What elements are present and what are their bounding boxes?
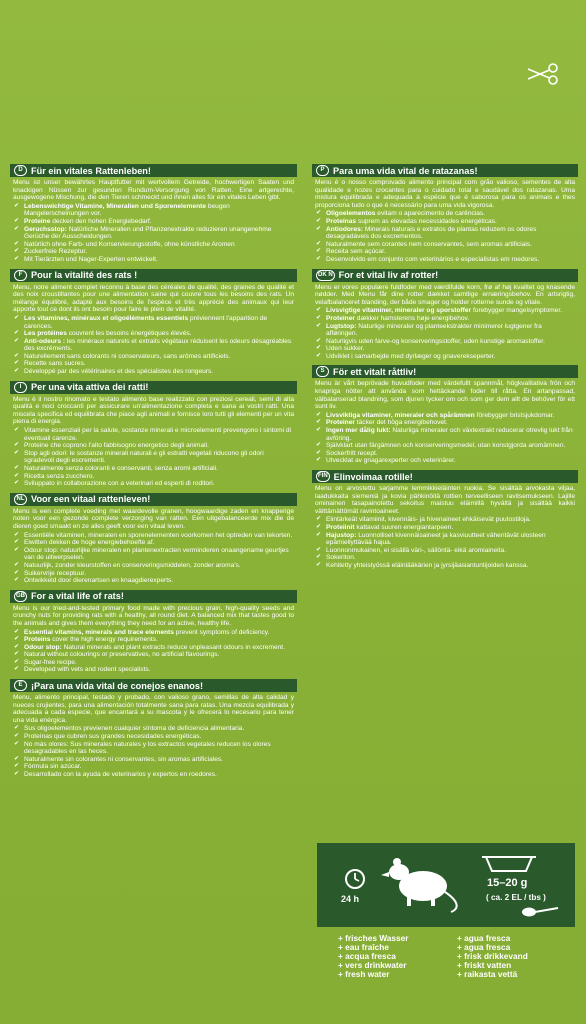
benefit-item bbox=[326, 241, 575, 249]
benefit-item bbox=[24, 733, 294, 741]
section-title-text: Elinvoimaa rotille! bbox=[333, 471, 413, 482]
right-column bbox=[312, 164, 578, 575]
daily-amount: 15–20 g bbox=[487, 877, 528, 889]
benefit-item bbox=[24, 315, 294, 330]
benefit-item-bold: Proteiner bbox=[326, 419, 355, 427]
benefit-item-text: Sugar-free recipe. bbox=[24, 658, 77, 666]
benefit-item-text: Développé par des vétérinaires et des spécialistes des rongeurs. bbox=[24, 368, 214, 376]
benefit-item bbox=[326, 457, 575, 465]
benefit-item-text: Suikervrije receptuur. bbox=[24, 569, 86, 577]
benefit-item-text: Developed with vets and rodent specialists. bbox=[24, 666, 151, 674]
benefit-item bbox=[24, 465, 294, 473]
benefit-item bbox=[24, 570, 294, 578]
benefit-item-text: Receita sem açúcar. bbox=[326, 248, 386, 256]
benefit-item-text: Elintärkeät vitamiinit, kivennäis- ja hivenaineet ehkäisevät puutostiloja. bbox=[326, 516, 531, 524]
benefit-item bbox=[24, 629, 294, 637]
section-title bbox=[312, 164, 578, 177]
benefit-item bbox=[24, 226, 294, 241]
benefit-item bbox=[326, 218, 575, 226]
benefit-item bbox=[24, 338, 294, 353]
benefit-item bbox=[326, 442, 575, 450]
benefit-item bbox=[24, 427, 294, 442]
section-intro: Menu è il nostro rinomato e testato alimento base realizzato con preziosi cereali, semi di alta qualità e noci croccanti per assicurare un'alimentazione completa e sana ai vostri ratti. Una miscela specifica ed equilibrata che piace agli animali e fornisce loro tutti gli elementi per un vita piena di energia. bbox=[13, 395, 294, 426]
clock-icon bbox=[344, 868, 366, 890]
scissors-icon bbox=[522, 62, 562, 86]
benefit-item-text: Natuurlijk, zonder kleurstoffen en conserveringsmiddelen, zonder aroma's. bbox=[24, 561, 241, 569]
benefit-item bbox=[326, 315, 575, 323]
benefit-item-text: prevent symptoms of deficiency. bbox=[173, 628, 270, 636]
benefit-item-text: Luonnonmukainen, ei sisällä väri-, säilöntä- eikä aromiaineita. bbox=[326, 546, 506, 554]
benefit-list bbox=[312, 210, 578, 265]
benefit-item-text: dækker hamsterens høje energibehov. bbox=[354, 314, 470, 322]
benefit-item bbox=[24, 636, 294, 644]
section-nl bbox=[10, 493, 297, 587]
section-title-text: Für ein vitales Rattenleben! bbox=[31, 165, 151, 176]
benefit-item bbox=[24, 763, 294, 771]
benefit-item bbox=[326, 524, 575, 532]
benefit-list bbox=[10, 532, 297, 587]
section-title bbox=[10, 164, 297, 177]
benefit-item bbox=[326, 547, 575, 555]
benefit-item bbox=[326, 307, 575, 315]
benefit-item-text: Ricetta senza zucchero. bbox=[24, 472, 95, 480]
benefit-item-text: Proteine che coprono l'alto fabbisogno energetico degli animali. bbox=[24, 442, 209, 450]
benefit-item bbox=[326, 226, 575, 241]
benefit-list bbox=[312, 412, 578, 467]
benefit-item-bold: Lugtstop: bbox=[326, 322, 357, 330]
section-title bbox=[312, 269, 578, 282]
fresh-water-line: + raikasta vettä bbox=[457, 969, 518, 979]
benefit-item bbox=[326, 412, 575, 420]
benefit-item-bold: Proteins bbox=[24, 636, 51, 644]
section-s bbox=[312, 365, 578, 467]
benefit-item-text: förebygger bristsjukdomar. bbox=[474, 411, 555, 419]
benefit-item bbox=[326, 516, 575, 524]
fresh-water-line: + friskt vatten bbox=[457, 960, 512, 970]
section-gb bbox=[10, 590, 297, 676]
benefit-item bbox=[24, 203, 294, 218]
section-title-text: Pour la vitalité des rats ! bbox=[31, 270, 138, 281]
benefit-item bbox=[24, 248, 294, 256]
benefit-item bbox=[24, 368, 294, 376]
section-dk-n bbox=[312, 269, 578, 363]
benefit-list bbox=[10, 203, 297, 266]
benefit-item-text: Natürliche Mineralien und Pflanzenextrakte reduzieren unangenehme Gerüche der Ausscheidungen. bbox=[24, 225, 272, 241]
benefit-list bbox=[10, 725, 297, 780]
section-fin bbox=[312, 470, 578, 572]
benefit-item bbox=[326, 248, 575, 256]
benefit-item-bold: Ingen mer dålig lukt: bbox=[326, 427, 391, 435]
benefit-item-text: Minerais naturais e extratos de plantas reduzem os odores desagradáveis dos excrementos. bbox=[326, 225, 537, 241]
benefit-item bbox=[326, 450, 575, 458]
benefit-item-text: Desenvolvido em conjunto com veterinários e especialistas em roedores. bbox=[326, 255, 540, 263]
section-title bbox=[10, 679, 297, 692]
benefit-item-bold: Proteiinit bbox=[326, 523, 355, 531]
section-intro: Menu on arvostettu sarjamme lemmikkieläinten ruokia. Se sisältää arvokasta viljaa, laadukkaita siemeniä ja kovia pähkinöitä rottien terveelliseen ravitsemukseen. Lajille ominainen tasapainotettu sekoitus maistuu eläimillä hyvältä ja sisältää kaikki välttämättömät ravintoaineet. bbox=[315, 485, 575, 515]
benefit-item-text: Naturliga mineraler och växtextrakt reducerar otrevlig lukt från avföring. bbox=[326, 427, 573, 442]
benefit-item bbox=[24, 539, 294, 547]
benefit-item-text: Desarrollado con la ayuda de veterinarios y expertos en roedores. bbox=[24, 771, 217, 778]
benefit-item-text: Essentiële vitaminen, mineralen en sporenelementen voorkomen het optreden van tekorten. bbox=[24, 531, 293, 539]
benefit-item bbox=[326, 353, 575, 361]
benefit-item bbox=[326, 210, 575, 218]
section-title bbox=[312, 470, 578, 483]
benefit-item-bold: Antiodores: bbox=[326, 225, 363, 233]
benefit-item bbox=[24, 360, 294, 368]
benefit-item-bold: Hajustop: bbox=[326, 531, 357, 539]
fresh-water-line: + eau fraîche bbox=[338, 942, 389, 952]
benefit-list bbox=[312, 307, 578, 362]
benefit-item-bold: Lebenswichtige Vitamine, Mineralien und Spurenelemente bbox=[24, 202, 206, 210]
section-intro: Menu é o nosso comprovado alimento principal com grão valioso, sementes de alta qualidade e nozes crocantes para o cuidado total e saudável dos ratazanas. Uma mistura equilibrada e adequada à espécie que é saborosa para os animais e lhes proporciona tudo o que é necessário para uma vida vigorosa. bbox=[315, 179, 575, 209]
benefit-item bbox=[24, 256, 294, 264]
benefit-item-text: Sviluppato in collaborazione con a veterinari ed esperti di roditori. bbox=[24, 480, 215, 488]
benefit-item-text: Stop agli odori: le sostanze minerali naturali e gli estratti vegetali riducono gli odori sgradevoli degli escrementi. bbox=[24, 449, 264, 465]
benefit-item-text: Sus oligoelementos previenen cualquier síntoma de deficiencia alimentaria. bbox=[24, 725, 245, 733]
spoon-icon bbox=[520, 905, 560, 919]
benefit-item-text: Kehitetty yhteistyössä eläinlääkärien ja jyrsijäasiantuntijoiden kanssa. bbox=[326, 561, 529, 569]
section-intro: Menu, notre aliment complet reconnu à base des céréales de qualité, des graines de qualité et des noix croustillantes pour une alimentation saine qui couvre tous les besoins des rats. Un mélange équilibré, adapté aux besoins de l'espèce et très apprécié des animaux qui leur apporte tout ce dont ils ont besoin pour faire le plein de vitalité. bbox=[13, 283, 294, 314]
benefit-item-bold: Essential vitamins, minerals and trace elements bbox=[24, 628, 174, 636]
benefit-item bbox=[326, 256, 575, 264]
fresh-water-line: + vers drinkwater bbox=[338, 960, 407, 970]
spoon-amount: ( ca. 2 EL / tbs ) bbox=[486, 893, 546, 902]
benefit-item bbox=[326, 562, 575, 570]
bowl-icon bbox=[478, 853, 540, 875]
benefit-item bbox=[24, 651, 294, 659]
benefit-item-text: Sokeriton. bbox=[326, 554, 356, 562]
section-intro: Menu is een complete voeding met waardevolle granen, hoogwaardige zaden en knapperige noten voor een gezonde complete verzorging van ratten. Een uitgebalanceerde mix die de dieren goed smaakt en ze alles geeft voor een vitaal leven. bbox=[13, 507, 294, 530]
feeding-interval: 24 h bbox=[341, 894, 360, 904]
benefit-item bbox=[24, 330, 294, 338]
benefit-item bbox=[24, 547, 294, 562]
benefit-item-text: Naturalmente senza coloranti e conservanti, senza aromi artificiali. bbox=[24, 465, 218, 472]
section-title bbox=[312, 365, 578, 378]
section-title-text: For a vital life of rats! bbox=[31, 591, 124, 602]
country-code-badge: D bbox=[14, 165, 27, 176]
benefit-item-bold: Proteine bbox=[24, 217, 51, 225]
benefit-item bbox=[326, 554, 575, 562]
benefit-item-text: Proteínas que cubren sus grandes necesidades energéticas. bbox=[24, 733, 202, 741]
section-title-text: ¡Para una vida vital de conejos enanos! bbox=[31, 680, 204, 691]
benefit-item-text: Fórmula sin azúcar. bbox=[24, 763, 82, 771]
benefit-item-text: cover the high energy requirements. bbox=[50, 636, 158, 644]
benefit-item bbox=[24, 644, 294, 652]
benefit-item-bold: Livsvigtige vitaminer, mineraler og sporstoffer bbox=[326, 307, 472, 315]
benefit-item bbox=[24, 473, 294, 481]
water-list-right bbox=[457, 934, 528, 979]
section-title-text: Per una vita attiva dei ratti! bbox=[31, 382, 149, 393]
benefit-item-bold: Odour stop: bbox=[24, 643, 62, 651]
country-code-badge: NL bbox=[14, 494, 27, 505]
benefit-item bbox=[24, 725, 294, 733]
water-list-left bbox=[338, 934, 409, 979]
benefit-item-text: kattavat suuren energiantarpeen. bbox=[354, 523, 454, 531]
section-intro: Menu, alimento principal, testado y probado, con valioso grano, semillas de alta calidad y nueces crujientes, para una alimentación totalmente sana para ratas. Una mezcla equilibrada y adecuada a cada especie, que encantará a su mascota y le ofrecerá lo necesario para tener una vida enérgica. bbox=[13, 694, 294, 724]
section-title-text: For et vital liv af rotter! bbox=[338, 270, 439, 281]
section-intro: Menu er vores populære fuldfoder med værdifulde korn, frø af høj kvalitet og knasende nødder. Med Menu får dine rotter dækket samtlige ernæringsbehov. En artsrigtig, velafbalanceret blanding, der både smager og holder rotterne sunde og vitale. bbox=[315, 283, 575, 306]
benefit-item bbox=[24, 666, 294, 674]
benefit-item bbox=[24, 771, 294, 779]
section-title-text: För ett vitalt råttliv! bbox=[333, 366, 417, 377]
rat-icon bbox=[377, 848, 467, 914]
benefit-item-bold: Oligoelementos bbox=[326, 210, 376, 218]
section-intro: Menu is our tried-and-tested primary food made with precious grain, high-quality seeds and crunchy nuts for providing rats with a healthy, all round diet. A balanced mix that tastes good to the animals and gives them everything they need for an active, healthy life. bbox=[13, 604, 294, 627]
benefit-list bbox=[10, 427, 297, 490]
section-title bbox=[10, 381, 297, 394]
benefit-item-bold: Les vitamines, minéraux et oligoéléments essentiels bbox=[24, 314, 189, 322]
benefit-item-text: Eiwitten dekken de hoge energiebehoefte af. bbox=[24, 539, 155, 547]
benefit-item-text: couvrent les besoins énergétiques élevés. bbox=[66, 330, 192, 338]
benefit-list bbox=[312, 516, 578, 571]
section-intro: Menu är vårt beprövade huvudfoder med värdefullt spannmål, högkvalitativa frön och knapriga nötter att använda som heltäckande foder till råtta. En artanpassad, välbalanserad blandning, som djuren tycker om och som ger dem allt de behöver för ett sunt liv. bbox=[315, 380, 575, 411]
benefit-list bbox=[10, 315, 297, 378]
section-i bbox=[10, 381, 297, 490]
benefit-item-text: evitam o aparecimento de carências. bbox=[375, 210, 486, 218]
fresh-water-line: + acqua fresca bbox=[338, 951, 396, 961]
benefit-item bbox=[24, 442, 294, 450]
benefit-item bbox=[326, 532, 575, 547]
benefit-item-text: Sockerfritt recept. bbox=[326, 449, 378, 457]
benefit-item-text: täcker det höga energibehovet. bbox=[354, 419, 448, 427]
benefit-item-text: Luonnolliset kivennäisaineet ja kasviuutteet vähentävät ulosteen epämiellyttävää hajua. bbox=[326, 531, 546, 547]
left-column bbox=[10, 164, 297, 784]
benefit-item-text: Natürlich ohne Farb- und Konservierungsstoffe, ohne künstliche Aromen bbox=[24, 240, 235, 248]
benefit-item-bold: Anti-odeurs : bbox=[24, 337, 66, 345]
benefit-item-bold: Livsviktiga vitaminer, mineraler och spårämnen bbox=[326, 411, 475, 419]
country-code-badge: P bbox=[316, 165, 329, 176]
benefit-item bbox=[24, 480, 294, 488]
benefit-item-text: No más olores: Sus minerales naturales y los extractos vegetales reducen los olores desagradables en las heces. bbox=[24, 740, 271, 756]
benefit-item bbox=[326, 338, 575, 346]
country-code-badge: S bbox=[316, 366, 329, 377]
fresh-water-line: + frisk drikkevand bbox=[457, 951, 528, 961]
section-title-text: Voor een vitaal rattenleven! bbox=[31, 494, 151, 505]
benefit-item-text: Självklart utan färgämnen och konserveringsmedel, utan konstgjorda aromämnen. bbox=[326, 442, 566, 450]
benefit-item bbox=[24, 562, 294, 570]
benefit-item-text: Utvecklat av gnagarexperter och veterinärer. bbox=[326, 457, 456, 465]
section-p bbox=[312, 164, 578, 266]
benefit-item-bold: Les protéines bbox=[24, 330, 67, 338]
benefit-item-text: les minéraux naturels et extraits végétaux réduisent les odeurs désagréables des excréments. bbox=[24, 337, 292, 353]
benefit-item-text: decken den hohen Energiebedarf. bbox=[50, 217, 152, 225]
section-title-text: Para uma vida vital de ratazanas! bbox=[333, 165, 478, 176]
benefit-item-text: Natural without colourings or preservatives, no artificial flavourings. bbox=[24, 651, 220, 659]
benefit-item-text: forebygger mangelsymptomer. bbox=[471, 307, 562, 315]
benefit-item bbox=[24, 241, 294, 249]
benefit-item bbox=[326, 419, 575, 427]
benefit-item bbox=[24, 577, 294, 585]
benefit-item-text: Udviklet i samarbejde med dyrlæger og gnaverekseperter. bbox=[326, 352, 496, 360]
country-code-badge: FIN bbox=[316, 471, 330, 482]
benefit-item bbox=[24, 756, 294, 764]
benefit-item-text: Naturalmente sem corantes nem conservantes, sem aromas artificiais. bbox=[326, 240, 532, 248]
benefit-item-text: Odour stop: natuurlijke mineralen en plantenextracten verminderen onaangename geurtjes van de uitwerpselen. bbox=[24, 546, 289, 562]
benefit-item-text: Natural minerals and plant extracts reduce unpleasant odours in excrement. bbox=[61, 643, 285, 651]
country-code-badge: I bbox=[14, 382, 27, 393]
section-title bbox=[10, 269, 297, 282]
fresh-water-line: + fresh water bbox=[338, 969, 390, 979]
benefit-item-text: suprem as elevadas necessidades energéticas. bbox=[356, 217, 497, 225]
benefit-item-bold: Geruchsstop: bbox=[24, 225, 67, 233]
benefit-list bbox=[10, 629, 297, 677]
benefit-item-text: Naturligvis uden farve-og konserveringsstoffer, uden kunstige aromastoffer. bbox=[326, 337, 545, 345]
benefit-item-text: Naturlige mineraler og planteekstrakter minimerer lugtgener fra afføringen. bbox=[326, 322, 542, 338]
section-title bbox=[10, 493, 297, 506]
benefit-item bbox=[24, 659, 294, 667]
section-d bbox=[10, 164, 297, 266]
benefit-item-text: Uden sukker. bbox=[326, 345, 365, 353]
benefit-item bbox=[326, 323, 575, 338]
fresh-water-line: + frisches Wasser bbox=[338, 933, 409, 943]
fresh-water-line: + agua fresca bbox=[457, 933, 511, 943]
benefit-item bbox=[326, 345, 575, 353]
benefit-item-text: Naturellement sans colorants ni conservateurs, sans arômes artificiels. bbox=[24, 352, 231, 360]
section-e bbox=[10, 679, 297, 781]
section-f bbox=[10, 269, 297, 378]
section-title bbox=[10, 590, 297, 603]
benefit-item-bold: Proteiner bbox=[326, 314, 355, 322]
benefit-item bbox=[24, 741, 294, 756]
country-code-badge: F bbox=[14, 270, 27, 281]
country-code-badge: DK N bbox=[316, 270, 335, 281]
country-code-badge: GB bbox=[14, 591, 27, 602]
benefit-item-bold: Proteínas bbox=[326, 217, 357, 225]
benefit-item-text: Vitamine essenziali per la salute, sostanze minerali e microelementi prevengono i sintomi di eventuali carenze. bbox=[24, 427, 292, 442]
country-code-badge: E bbox=[14, 680, 27, 691]
benefit-item bbox=[326, 427, 575, 442]
benefit-item-text: préviennent l'apparition de carences. bbox=[24, 314, 268, 330]
benefit-item bbox=[24, 218, 294, 226]
fresh-water-line: + agua fresca bbox=[457, 942, 511, 952]
section-intro: Menu ist unser bewährtes Hauptfutter mit wertvollem Getreide, hochwertigen Saaten und knackigen Nüssen zur gesunden Rundum-Versorgung von Ratten. Eine artgerechte, ausgewogene Mischung, die den Tieren schmeckt und ihnen alles für ein vitales Leben gibt. bbox=[13, 179, 294, 202]
benefit-item bbox=[24, 353, 294, 361]
benefit-item-text: beugen Mangelerscheinungen vor. bbox=[24, 202, 230, 218]
benefit-item bbox=[24, 532, 294, 540]
benefit-item-text: Ontwikkeld door dierenartsen en knaagdierexperts. bbox=[24, 577, 174, 585]
benefit-item bbox=[24, 450, 294, 465]
benefit-item-text: Naturalmente sin colorantes ni conservantes, sin aromas artificiales. bbox=[24, 755, 224, 763]
benefit-item-text: Mit Tierärzten und Nager-Experten entwickelt. bbox=[24, 255, 158, 263]
benefit-item-text: Recette sans sucres. bbox=[24, 360, 86, 368]
benefit-item-text: Zuckerfreie Rezeptur. bbox=[24, 248, 88, 256]
